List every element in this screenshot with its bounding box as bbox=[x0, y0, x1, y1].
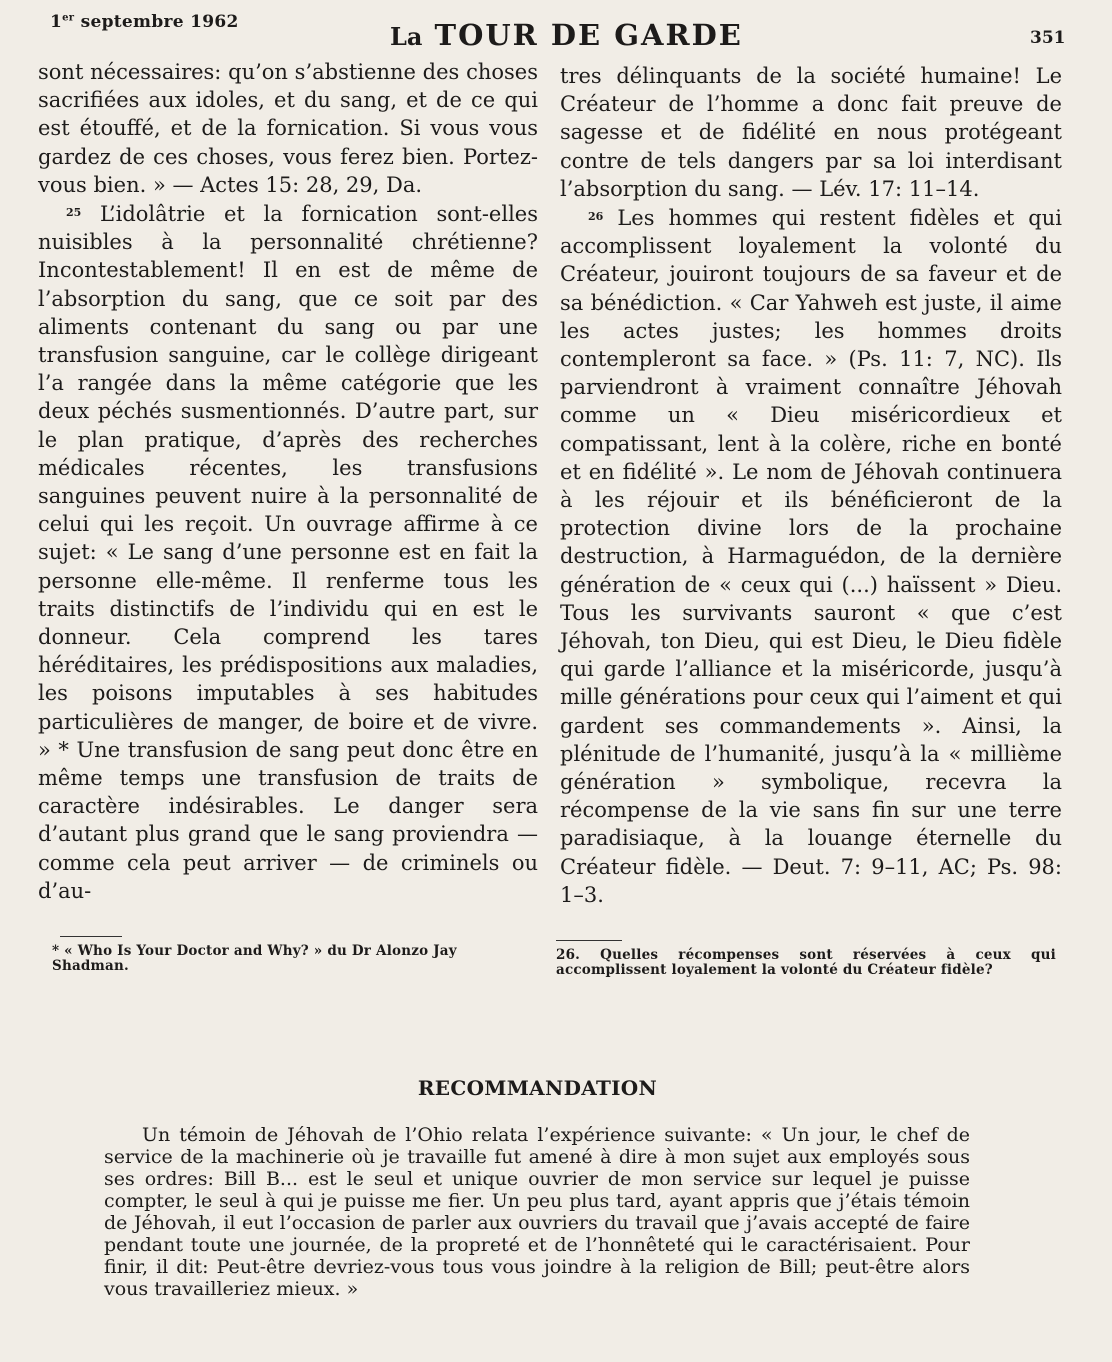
paragraph-number: 26 bbox=[588, 210, 604, 224]
left-column bbox=[38, 58, 538, 905]
paragraph-text: Les hommes qui restent fidèles et qui accomplissent loyalement la volonté du Créateur, jouiront toujours de sa faveur et de sa bénédiction. « Car Yahweh est juste, il aime les actes justes; les hommes droits contempleront sa face. » (Ps. 11: 7, NC). Ils parviendront à vraiment connaître Jéhovah comme un « Dieu miséricordieux et compatissant, lent à la colère, riche en bonté et en fidélité ». Le nom de Jéhovah continuera à les réjouir et ils bénéficieront de la protection divine lors de la prochaine destruction, à Harmaguédon, de la dernière génération de « ceux qui (...) haïssent » Dieu. Tous les survivants sauront « que c’est Jéhovah, ton Dieu, qui est Dieu, le Dieu fidèle qui garde l’alliance et la miséricorde, jusqu’à mille générations pour ceux qui l’aiment et qui gardent ses commandements ». Ainsi, la plénitude de l’humanité, jusqu’à la « millième génération » symbolique, recevra la récompense de la vie sans fin sur une terre paradisiaque, à la louange éternelle du Créateur fidèle. — Deut. 7: 9–11, AC; Ps. 98: 1–3. bbox=[560, 206, 1062, 907]
paragraph-text: L’idolâtrie et la fornication sont-elles nuisibles à la personnalité chrétienne? Incontestablement! Il en est de même de l’absorption du sang, que ce soit par des aliments contenant du sang ou par une transfusion sanguine, car le collège dirigeant l’a rangée dans la même catégorie que les deux péchés susmentionnés. D’autre part, sur le plan pratique, d’après des recherches médicales récentes, les transfusions sanguines peuvent nuire à la personnalité de celui qui les reçoit. Un ouvrage affirme à ce sujet: « Le sang d’une personne est en fait la personne elle-même. Il renferme tous les traits distinctifs de l’individu qui en est le donneur. Cela comprend les tares héréditaires, les prédispositions aux maladies, les poisons imputables à ses habitudes particulières de manger, de boire et de vivre. » * Une transfusion de sang peut donc être en même temps une transfusion de traits de caractère indésirables. Le danger sera d’autant plus grand que le sang proviendra — comme cela peut arriver — de criminels ou d’au- bbox=[38, 202, 538, 903]
date-day: 1 bbox=[50, 12, 63, 32]
date-ordinal: er bbox=[62, 12, 75, 24]
footnote-rule bbox=[60, 936, 122, 937]
footnote: * « Who Is Your Doctor and Why? » du Dr Alonzo Jay Shadman. bbox=[52, 943, 457, 974]
section-heading: RECOMMANDATION bbox=[417, 1076, 658, 1100]
paragraph-continued: tres délinquants de la société humaine! Le Créateur de l’homme a donc fait preuve de sagesse et de fidélité en nous protégeant contre de tels dangers par sa loi interdisant l’absorption du sang. — Lév. 17: 11–14. bbox=[560, 64, 1062, 201]
title-article: La bbox=[390, 22, 423, 51]
magazine-title bbox=[390, 18, 743, 52]
study-question-26: 26. Quelles récompenses sont réservées à ceux qui accomplissent loyalement la volonté du Créateur fidèle? bbox=[556, 947, 1056, 978]
paragraph-26 bbox=[560, 203, 1062, 909]
paragraph-continued: sont nécessaires: qu’on s’abstienne des choses sacrifiées aux idoles, et du sang, et de ce qui est étouffé, et de la fornication. Si vous vous gardez de ces choses, vous ferez bien. Portez-vous bien. » — Actes 15: 28, 29, Da. bbox=[38, 60, 538, 197]
paragraph-25 bbox=[38, 199, 538, 905]
right-column bbox=[560, 62, 1062, 909]
paragraph-number: 25 bbox=[66, 206, 82, 220]
experience-text: Un témoin de Jéhovah de l’Ohio relata l’expérience suivante: « Un jour, le chef de service de la machinerie où je travaille fut amené à dire à mon sujet aux employés sous ses ordres: Bill B... est le seul et unique ouvrier de mon service sur lequel je puisse compter, le seul à qui je puisse me fier. Un peu plus tard, ayant appris que j’étais témoin de Jéhovah, il eut l’occasion de parler aux ouvriers du travail que j’avais accepté de faire pendant toute une journée, de la propreté et de l’honnêteté qui le caractérisaient. Pour finir, il dit: Peut-être devriez-vous tous vous joindre à la religion de Bill; peut-être alors vous travailleriez mieux. » bbox=[104, 1124, 970, 1300]
issue-date bbox=[50, 12, 239, 32]
page-number: 351 bbox=[1030, 28, 1066, 48]
date-month-year: septembre 1962 bbox=[74, 12, 239, 32]
question-rule bbox=[556, 940, 622, 941]
title-main: TOUR DE GARDE bbox=[422, 18, 743, 52]
